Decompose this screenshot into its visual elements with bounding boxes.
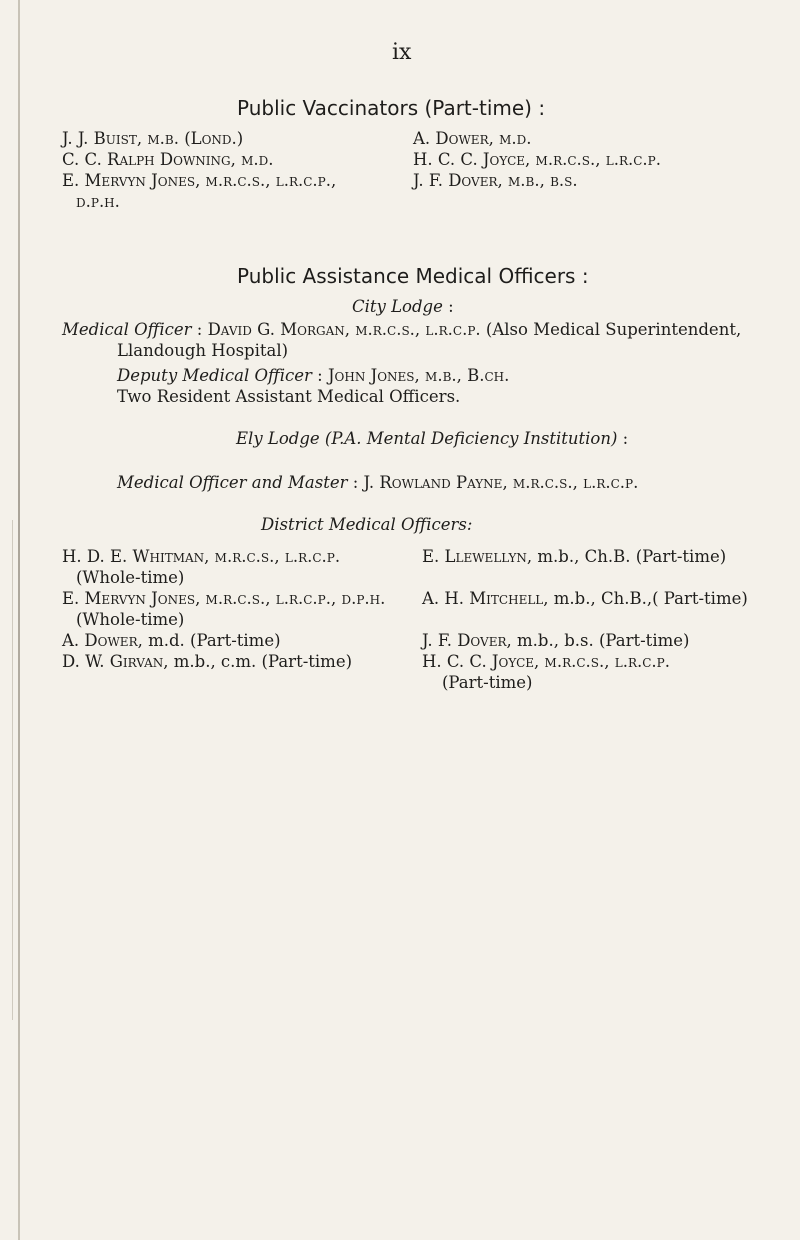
district-left-2: (Whole-time) bbox=[76, 568, 185, 587]
city-lodge-title: City Lodge : bbox=[352, 297, 454, 316]
vaccinator-right-3: J. F. Dover, m.b., b.s. bbox=[413, 171, 578, 190]
vaccinator-left-2: C. C. Ralph Downing, m.d. bbox=[62, 150, 274, 169]
district-left-4: (Whole-time) bbox=[76, 610, 185, 629]
vaccinators-heading: Public Vaccinators (Part-time) : bbox=[237, 96, 546, 120]
ely-lodge-medical-officer: Medical Officer and Master : J. Rowland Payne, m.r.c.s., l.r.c.p. bbox=[117, 473, 639, 492]
city-lodge-residents: Two Resident Assistant Medical Officers. bbox=[117, 387, 461, 406]
city-lodge-medical-officer-note: Llandough Hospital) bbox=[117, 341, 289, 360]
page-edge-line bbox=[18, 0, 20, 1240]
district-right-2: A. H. Mitchell, m.b., Ch.B.,( Part-time) bbox=[422, 589, 748, 608]
vaccinator-left-3: E. Mervyn Jones, m.r.c.s., l.r.c.p., bbox=[62, 171, 337, 190]
district-left-5: A. Dower, m.d. (Part-time) bbox=[62, 631, 281, 650]
vaccinator-left-4: d.p.h. bbox=[76, 192, 120, 211]
district-left-6: D. W. Girvan, m.b., c.m. (Part-time) bbox=[62, 652, 353, 671]
vaccinator-left-1: J. J. Buist, m.b. (Lond.) bbox=[62, 129, 244, 148]
page-edge-line-faint bbox=[12, 520, 13, 1020]
vaccinator-right-1: A. Dower, m.d. bbox=[413, 129, 532, 148]
public-assistance-heading: Public Assistance Medical Officers : bbox=[237, 264, 589, 288]
city-lodge-deputy: Deputy Medical Officer : John Jones, m.b., B.ch. bbox=[117, 366, 510, 385]
vaccinator-right-2: H. C. C. Joyce, m.r.c.s., l.r.c.p. bbox=[413, 150, 661, 169]
district-left-1: H. D. E. Whitman, m.r.c.s., l.r.c.p. bbox=[62, 547, 341, 566]
district-right-4: H. C. C. Joyce, m.r.c.s., l.r.c.p. bbox=[422, 652, 670, 671]
city-lodge-medical-officer: Medical Officer : David G. Morgan, m.r.c.s., l.r.c.p. (Also Medical Superintendent, bbox=[62, 320, 742, 339]
district-right-5: (Part-time) bbox=[442, 673, 533, 692]
district-right-3: J. F. Dover, m.b., b.s. (Part-time) bbox=[422, 631, 690, 650]
district-left-3: E. Mervyn Jones, m.r.c.s., l.r.c.p., d.p.h. bbox=[62, 589, 386, 608]
ely-lodge-title: Ely Lodge (P.A. Mental Deficiency Institution) : bbox=[236, 429, 629, 448]
page-number: ix bbox=[392, 40, 412, 65]
district-right-1: E. Llewellyn, m.b., Ch.B. (Part-time) bbox=[422, 547, 727, 566]
district-heading: District Medical Officers: bbox=[261, 515, 473, 534]
